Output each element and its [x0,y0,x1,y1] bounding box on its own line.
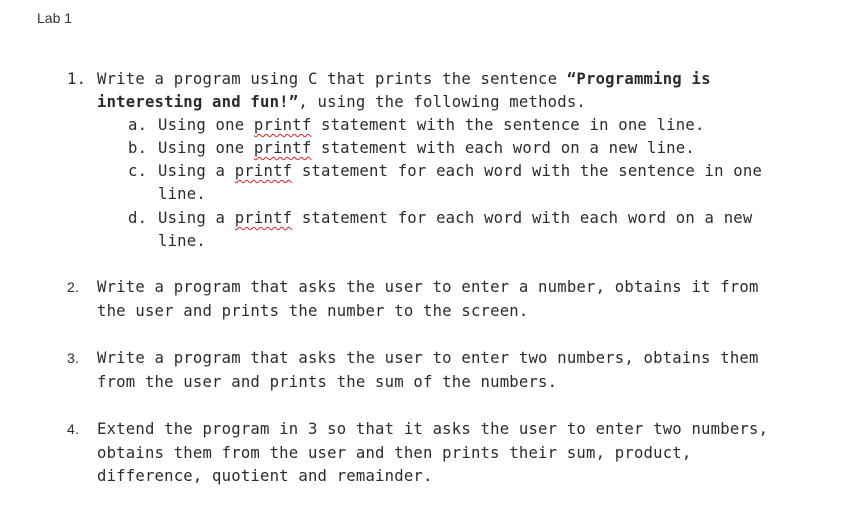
question-1-text-end: , using the following methods. [298,93,587,111]
question-2-line-2: the user and prints the number to the screen. [97,302,529,320]
question-4-number: 4. [67,421,80,437]
question-2-number: 2. [67,279,80,295]
subitem-a-post: statement with the sentence in one line. [311,116,705,134]
question-2-line-1: Write a program that asks the user to enter a number, obtains it from [97,278,759,296]
subitem-d-post: statement for each word with each word on a new [292,209,753,227]
subitem-c-marker: c. [128,162,148,180]
question-4-line-1: Extend the program in 3 so that it asks the user to enter two numbers, [97,420,769,438]
question-1-text: Write a program using C that prints the sentence [97,70,567,88]
subitem-d-continuation: line. [158,232,206,250]
subitem-a-keyword: printf [253,116,312,134]
question-1-number: 1. [67,70,87,88]
subitem-c-keyword: printf [234,162,293,180]
subitem-b-keyword: printf [253,139,312,157]
subitem-c [158,161,762,181]
subitem-a-pre: Using one [158,116,254,134]
subitem-d [158,208,753,228]
question-1-sentence-end: interesting and fun!” [97,93,299,111]
subitem-d-pre: Using a [158,209,235,227]
subitem-c-pre: Using a [158,162,235,180]
question-4-line-2: obtains them from the user and then prints their sum, product, [97,444,692,462]
question-3-line-2: from the user and prints the sum of the numbers. [97,373,558,391]
question-3-number: 3. [67,350,80,366]
question-1-line-1 [97,69,711,89]
question-1-line-2 [97,92,586,112]
subitem-a-marker: a. [128,116,148,134]
subitem-b-post: statement with each word on a new line. [311,139,695,157]
question-4-line-3: difference, quotient and remainder. [97,467,433,485]
subitem-b-pre: Using one [158,139,254,157]
subitem-d-keyword: printf [234,209,293,227]
question-3-line-1: Write a program that asks the user to enter two numbers, obtains them [97,349,759,367]
subitem-b-marker: b. [128,139,148,157]
lab-heading: Lab 1 [37,10,73,26]
subitem-b [158,138,695,158]
subitem-d-marker: d. [128,209,148,227]
subitem-c-continuation: line. [158,185,206,203]
subitem-c-post: statement for each word with the sentence in one [292,162,763,180]
question-1-sentence-start: “Programming is [566,70,711,88]
subitem-a [158,115,705,135]
